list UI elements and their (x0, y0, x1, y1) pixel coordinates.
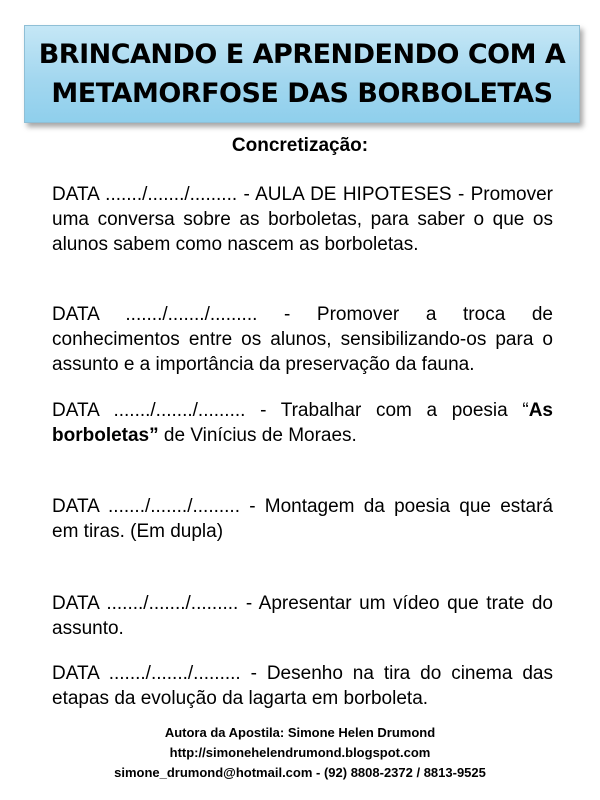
activity-item-5: DATA ......./......./......... - Apresentar um vídeo que trate do assunto. (52, 593, 553, 639)
activity-item-1: DATA ......./......./......... - AULA DE HIPOTESES - Promover uma conversa sobre as borboletas, para saber o que os alunos sabem como nascem as borboletas. (52, 184, 553, 255)
activity-item-3-text: DATA ......./......./......... - Trabalhar com a poesia “ (52, 400, 529, 421)
footer-contact: simone_drumond@hotmail.com - (92) 8808-2372 / 8813-9525 (114, 765, 486, 780)
activity-item-2: DATA ......./......./......... - Promover a troca de conhecimentos entre os alunos, sensibilizando-os para o assunto e a importância da preservação da fauna. (52, 304, 553, 375)
poem-title: As borboletas” (52, 400, 553, 446)
title-line-1: BRINCANDO E APRENDENDO COM A (38, 39, 566, 70)
title-banner (24, 25, 580, 123)
footer-author: Autora da Apostila: Simone Helen Drumond (164, 725, 436, 740)
title-line-2: METAMORFOSE DAS BORBOLETAS (51, 78, 553, 109)
footer-url: http://simonehelendrumond.blogspot.com (169, 745, 431, 760)
section-heading: Concretização: (231, 135, 369, 156)
activity-item-3 (52, 398, 553, 448)
activity-item-4: DATA ......./......./......... - Montagem da poesia que estará em tiras. (Em dupla) (52, 496, 553, 542)
activity-item-3-author: de Vinícius de Moraes. (158, 425, 357, 446)
activity-item-6: DATA ......./......./......... - Desenho na tira do cinema das etapas da evolução da lagarta em borboleta. (52, 663, 553, 709)
